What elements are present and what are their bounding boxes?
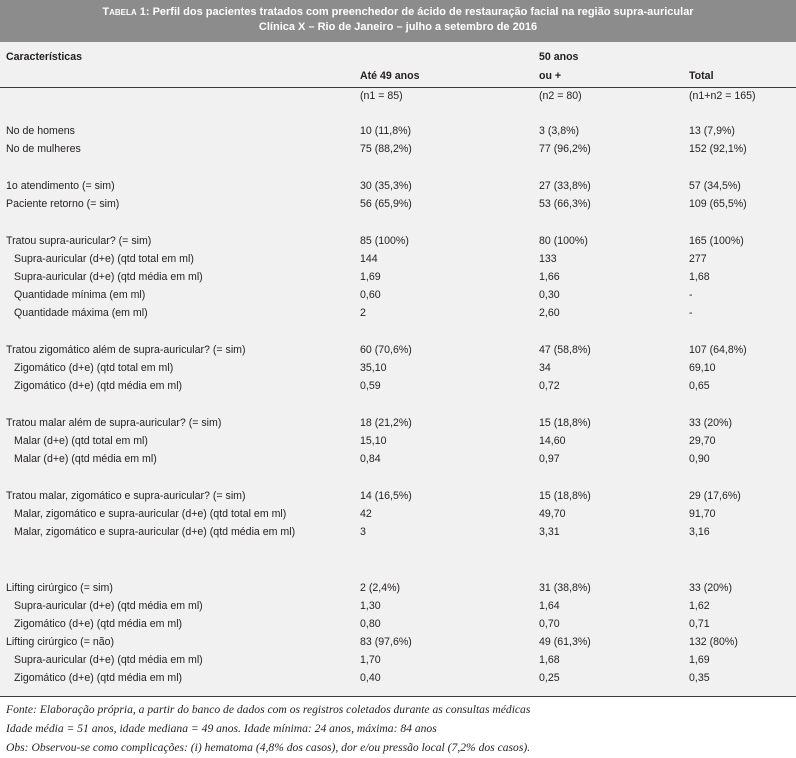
- row-value-until-49: 1,30: [360, 600, 381, 612]
- header-col1-n: (n1 = 85): [360, 90, 403, 102]
- row-label: Paciente retorno (= sim): [6, 198, 120, 210]
- row-value-total: -: [689, 307, 693, 319]
- row-value-total: 13 (7,9%): [689, 125, 735, 137]
- row-value-total: 277: [689, 253, 707, 265]
- row-label: Zigomático (d+e) (qtd média em ml): [14, 672, 183, 684]
- row-label: Malar, zigomático e supra-auricular (d+e) (qtd total em ml): [14, 508, 287, 520]
- row-value-50-plus: 0,30: [539, 289, 560, 301]
- row-label: Zigomático (d+e) (qtd média em ml): [14, 380, 183, 392]
- header-col3: Total: [689, 70, 714, 82]
- row-value-50-plus: 0,25: [539, 672, 560, 684]
- row-value-50-plus: 49,70: [539, 508, 566, 520]
- row-value-50-plus: 49 (61,3%): [539, 636, 591, 648]
- header-characteristics: Características: [6, 51, 82, 63]
- row-value-total: -: [689, 289, 693, 301]
- row-value-until-49: 1,70: [360, 654, 381, 666]
- row-label: Supra-auricular (d+e) (qtd total em ml): [14, 253, 194, 265]
- row-label: Quantidade mínima (em ml): [14, 289, 146, 301]
- row-value-total: 29,70: [689, 435, 716, 447]
- data-table: [0, 42, 796, 697]
- row-value-50-plus: 1,68: [539, 654, 560, 666]
- row-value-50-plus: 15 (18,8%): [539, 417, 591, 429]
- row-value-total: 165 (100%): [689, 235, 744, 247]
- row-value-50-plus: 2,60: [539, 307, 560, 319]
- row-value-50-plus: 31 (38,8%): [539, 582, 591, 594]
- row-value-total: 0,35: [689, 672, 710, 684]
- row-value-until-49: 85 (100%): [360, 235, 409, 247]
- table-title-bar: [0, 0, 796, 42]
- row-value-50-plus: 3 (3,8%): [539, 125, 580, 137]
- row-value-50-plus: 53 (66,3%): [539, 198, 591, 210]
- footnote-obs: Obs: Observou-se como complicações: (i) hematoma (4,8% dos casos), dor e/ou pressão local (7,2% dos casos).: [6, 741, 531, 754]
- table-title-text: Perfil dos pacientes tratados com preenchedor de ácido de restauração facial na região supra-auricular: [149, 6, 694, 18]
- row-value-total: 91,70: [689, 508, 716, 520]
- row-value-until-49: 2: [360, 307, 366, 319]
- row-value-50-plus: 1,64: [539, 600, 560, 612]
- header-col2-n: (n2 = 80): [539, 90, 582, 102]
- row-value-until-49: 1,69: [360, 271, 381, 283]
- row-value-until-49: 0,80: [360, 618, 381, 630]
- row-value-total: 107 (64,8%): [689, 344, 747, 356]
- row-label: 1o atendimento (= sim): [6, 180, 115, 192]
- header-col2-line1: 50 anos: [539, 51, 579, 63]
- row-label: Lifting cirúrgico (= sim): [6, 582, 113, 594]
- row-value-50-plus: 133: [539, 253, 557, 265]
- row-value-total: 1,68: [689, 271, 710, 283]
- row-value-until-49: 0,40: [360, 672, 381, 684]
- row-value-until-49: 2 (2,4%): [360, 582, 401, 594]
- row-value-until-49: 3: [360, 526, 366, 538]
- row-value-until-49: 18 (21,2%): [360, 417, 412, 429]
- row-value-50-plus: 0,72: [539, 380, 560, 392]
- row-value-until-49: 83 (97,6%): [360, 636, 412, 648]
- row-label: No de mulheres: [6, 143, 81, 155]
- row-value-total: 1,62: [689, 600, 710, 612]
- row-value-50-plus: 1,66: [539, 271, 560, 283]
- row-label: Zigomático (d+e) (qtd total em ml): [14, 362, 174, 374]
- row-label: Tratou malar, zigomático e supra-auricular? (= sim): [6, 490, 246, 502]
- row-value-until-49: 0,59: [360, 380, 381, 392]
- row-label: Quantidade máxima (em ml): [14, 307, 148, 319]
- header-col3-n: (n1+n2 = 165): [689, 90, 756, 102]
- row-label: Supra-auricular (d+e) (qtd média em ml): [14, 654, 203, 666]
- table-title: [0, 0, 796, 20]
- row-value-total: 0,65: [689, 380, 710, 392]
- row-label: Tratou supra-auricular? (= sim): [6, 235, 152, 247]
- row-value-until-49: 56 (65,9%): [360, 198, 412, 210]
- row-value-total: 0,71: [689, 618, 710, 630]
- row-value-50-plus: 77 (96,2%): [539, 143, 591, 155]
- footnote-source: Fonte: Elaboração própria, a partir do banco de dados com os registros coletados durante as consultas médicas: [6, 703, 531, 716]
- row-value-until-49: 144: [360, 253, 378, 265]
- row-label: Malar (d+e) (qtd total em ml): [14, 435, 148, 447]
- table-subtitle: Clínica X – Rio de Janeiro – julho a setembro de 2016: [258, 21, 538, 33]
- row-label: Lifting cirúrgico (= não): [6, 636, 115, 648]
- row-label: Tratou zigomático além de supra-auricular? (= sim): [6, 344, 246, 356]
- row-value-50-plus: 27 (33,8%): [539, 180, 591, 192]
- row-value-total: 1,69: [689, 654, 710, 666]
- row-label: No de homens: [6, 125, 75, 137]
- row-value-50-plus: 80 (100%): [539, 235, 588, 247]
- row-value-until-49: 35,10: [360, 362, 387, 374]
- header-col2-line2: ou +: [539, 70, 562, 82]
- row-value-until-49: 75 (88,2%): [360, 143, 412, 155]
- row-value-until-49: 0,60: [360, 289, 381, 301]
- row-value-until-49: 15,10: [360, 435, 387, 447]
- row-label: Zigomático (d+e) (qtd média em ml): [14, 618, 183, 630]
- row-value-50-plus: 0,70: [539, 618, 560, 630]
- row-value-total: 0,90: [689, 453, 710, 465]
- header-col1: Até 49 anos: [360, 70, 420, 82]
- row-label: Supra-auricular (d+e) (qtd média em ml): [14, 271, 203, 283]
- table-title-prefix: Tabela 1:: [102, 6, 150, 18]
- row-value-until-49: 10 (11,8%): [360, 125, 412, 137]
- row-value-50-plus: 47 (58,8%): [539, 344, 591, 356]
- row-value-until-49: 0,84: [360, 453, 381, 465]
- row-value-until-49: 14 (16,5%): [360, 490, 412, 502]
- row-value-50-plus: 3,31: [539, 526, 560, 538]
- row-value-total: 152 (92,1%): [689, 143, 747, 155]
- row-value-50-plus: 15 (18,8%): [539, 490, 591, 502]
- row-value-total: 57 (34,5%): [689, 180, 741, 192]
- row-value-total: 132 (80%): [689, 636, 738, 648]
- row-value-50-plus: 34: [539, 362, 551, 374]
- row-value-total: 29 (17,6%): [689, 490, 741, 502]
- row-value-until-49: 60 (70,6%): [360, 344, 412, 356]
- row-value-total: 33 (20%): [689, 582, 732, 594]
- row-value-50-plus: 0,97: [539, 453, 560, 465]
- footnote-age: Idade média = 51 anos, idade mediana = 49 anos. Idade mínima: 24 anos, máxima: 84 anos: [6, 722, 437, 735]
- row-value-total: 3,16: [689, 526, 710, 538]
- row-value-50-plus: 14,60: [539, 435, 566, 447]
- row-value-total: 69,10: [689, 362, 716, 374]
- row-value-total: 109 (65,5%): [689, 198, 747, 210]
- row-value-until-49: 30 (35,3%): [360, 180, 412, 192]
- row-label: Malar (d+e) (qtd média em ml): [14, 453, 157, 465]
- row-value-total: 33 (20%): [689, 417, 732, 429]
- row-label: Supra-auricular (d+e) (qtd média em ml): [14, 600, 203, 612]
- row-label: Malar, zigomático e supra-auricular (d+e) (qtd média em ml): [14, 526, 296, 538]
- row-label: Tratou malar além de supra-auricular? (= sim): [6, 417, 222, 429]
- row-value-until-49: 42: [360, 508, 372, 520]
- header-rule: [0, 87, 796, 88]
